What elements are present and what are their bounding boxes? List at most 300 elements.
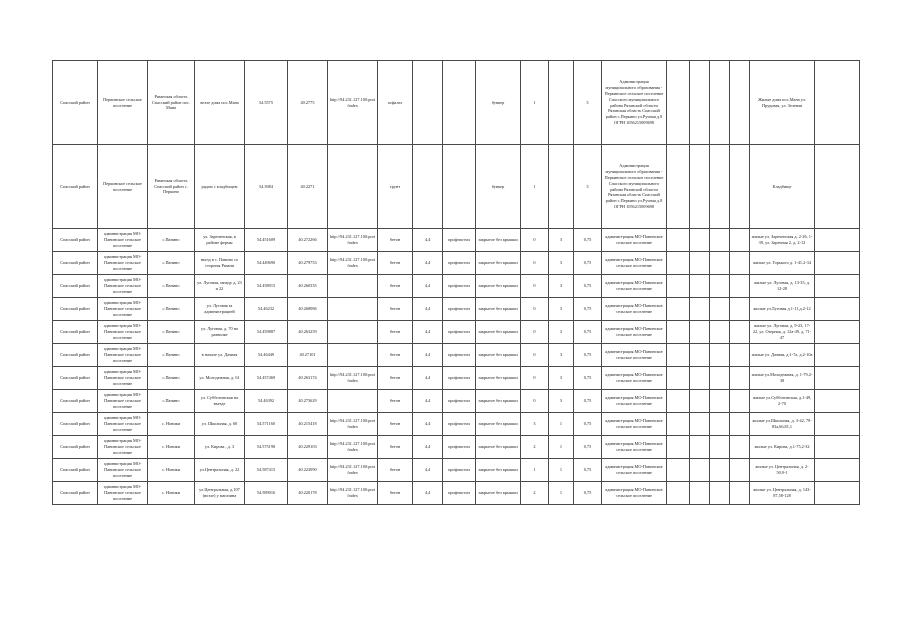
district-cell: Спасский район bbox=[53, 252, 98, 275]
blank-cell bbox=[710, 413, 730, 436]
camera-url-cell: http://94.231.127.100:port/index bbox=[328, 61, 378, 145]
blank-cell bbox=[667, 436, 690, 459]
blank-cell bbox=[690, 482, 710, 505]
settlement-cell: с.Панино bbox=[148, 367, 195, 390]
table-row bbox=[53, 459, 860, 482]
container-type-cell: закрытое без крышки bbox=[476, 482, 521, 505]
blank-cell bbox=[815, 390, 860, 413]
blank-cell bbox=[815, 367, 860, 390]
surface-cell: бетон bbox=[378, 229, 413, 252]
latitude-cell: 54.46392 bbox=[245, 390, 288, 413]
planned-cell: 3 bbox=[549, 344, 574, 367]
surface-cell: бетон bbox=[378, 436, 413, 459]
blank-cell bbox=[730, 321, 750, 344]
surface-cell: бетон bbox=[378, 275, 413, 298]
volume-cell: 3 bbox=[574, 61, 602, 145]
municipality-cell: Перкинское сельское поселение bbox=[98, 145, 148, 229]
blank-cell bbox=[667, 298, 690, 321]
count-cell: 0 bbox=[521, 390, 549, 413]
planned-cell: 1 bbox=[549, 482, 574, 505]
blank-cell bbox=[730, 367, 750, 390]
served-addresses-cell: жилые ул. Зареченская д. 2-26, 1-39, ул. Заречная 2, д. 2-12 bbox=[750, 229, 815, 252]
fence-cell bbox=[443, 145, 476, 229]
settlement-cell: с. Новики bbox=[148, 413, 195, 436]
municipality-cell: администрация МО-Панинское сельское поселение bbox=[98, 482, 148, 505]
container-type-cell: закрытое без крышки bbox=[476, 252, 521, 275]
location-cell: ул. Луговая, д. 70 на развилке bbox=[195, 321, 245, 344]
latitude-cell: 54.451609 bbox=[245, 229, 288, 252]
municipality-cell: администрация МО-Панинское сельское поселение bbox=[98, 367, 148, 390]
planned-cell: 3 bbox=[549, 390, 574, 413]
camera-url-cell: http://94.231.127.100:port/index bbox=[328, 459, 378, 482]
blank-cell bbox=[730, 61, 750, 145]
camera-url-cell bbox=[328, 298, 378, 321]
volume-cell: 0,75 bbox=[574, 367, 602, 390]
owner-cell: администрация МО-Панинское сельское поселение bbox=[602, 252, 667, 275]
latitude-cell: 54.575198 bbox=[245, 436, 288, 459]
camera-url-cell bbox=[328, 275, 378, 298]
district-cell: Спасский район bbox=[53, 482, 98, 505]
settlement-cell: Рязанская область Спасский район с. Перкино bbox=[148, 145, 195, 229]
district-cell: Спасский район bbox=[53, 367, 98, 390]
blank-cell bbox=[667, 229, 690, 252]
blank-cell bbox=[815, 482, 860, 505]
fence-cell bbox=[443, 61, 476, 145]
blank-cell bbox=[690, 321, 710, 344]
planned-cell: 1 bbox=[549, 413, 574, 436]
surface-cell: бетон bbox=[378, 482, 413, 505]
fence-cell: профнастил bbox=[443, 367, 476, 390]
container-type-cell: закрытое без крышки bbox=[476, 390, 521, 413]
owner-cell: администрация МО-Панинское сельское поселение bbox=[602, 482, 667, 505]
owner-cell: администрация МО-Панинское сельское поселение bbox=[602, 436, 667, 459]
owner-cell: администрация МО-Панинское сельское поселение bbox=[602, 344, 667, 367]
container-type-cell: бункер bbox=[476, 145, 521, 229]
latitude-cell: 54.587415 bbox=[245, 459, 288, 482]
blank-cell bbox=[690, 413, 710, 436]
blank-cell bbox=[710, 252, 730, 275]
blank-cell bbox=[730, 436, 750, 459]
district-cell: Спасский район bbox=[53, 229, 98, 252]
count-cell: 3 bbox=[521, 413, 549, 436]
blank-cell bbox=[710, 482, 730, 505]
settlement-cell: с. Новики bbox=[148, 436, 195, 459]
blank-cell bbox=[710, 390, 730, 413]
surface-cell: бетон bbox=[378, 298, 413, 321]
blank-cell bbox=[710, 275, 730, 298]
volume-cell: 0,75 bbox=[574, 436, 602, 459]
latitude-cell: 54.5575 bbox=[245, 61, 288, 145]
settlement-cell: с.Панино bbox=[148, 344, 195, 367]
settlement-cell: с. Новики bbox=[148, 459, 195, 482]
served-addresses-cell: жилые ул. Луговая, д. 13-35, д. 12-28 bbox=[750, 275, 815, 298]
count-cell: 1 bbox=[521, 459, 549, 482]
count-cell: 0 bbox=[521, 344, 549, 367]
blank-cell bbox=[690, 344, 710, 367]
location-cell: ул. Школьная, д. 60 bbox=[195, 413, 245, 436]
surface-cell: бетон bbox=[378, 344, 413, 367]
blank-cell bbox=[710, 145, 730, 229]
longitude-cell: 40.279753 bbox=[288, 252, 328, 275]
district-cell: Спасский район bbox=[53, 275, 98, 298]
served-addresses-cell: жилые ул.Школьная, д. 3-42, 79-83а,66,81,1 bbox=[750, 413, 815, 436]
volume-cell: 3 bbox=[574, 145, 602, 229]
longitude-cell: 40.263174 bbox=[288, 367, 328, 390]
area-cell: 4,4 bbox=[413, 413, 443, 436]
container-type-cell: бункер bbox=[476, 61, 521, 145]
latitude-cell: 54.457469 bbox=[245, 367, 288, 390]
surface-cell: асфальт bbox=[378, 61, 413, 145]
served-addresses-cell: жилые ул. Кирова, д.1-75,2-32 bbox=[750, 436, 815, 459]
container-type-cell: закрытое без крышки bbox=[476, 298, 521, 321]
camera-url-cell: http://94.231.127.100:port/index bbox=[328, 252, 378, 275]
longitude-cell: 40.272266 bbox=[288, 229, 328, 252]
settlement-cell: с.Панино bbox=[148, 252, 195, 275]
latitude-cell: 54.449690 bbox=[245, 252, 288, 275]
table-row bbox=[53, 61, 860, 145]
municipality-cell: администрация МО-Панинское сельское поселение bbox=[98, 436, 148, 459]
blank-cell bbox=[815, 275, 860, 298]
blank-cell bbox=[690, 367, 710, 390]
surface-cell: бетон bbox=[378, 390, 413, 413]
blank-cell bbox=[730, 344, 750, 367]
municipality-cell: администрация МО-Панинское сельское поселение bbox=[98, 252, 148, 275]
area-cell: 4,4 bbox=[413, 459, 443, 482]
latitude-cell: 54.3984 bbox=[245, 145, 288, 229]
blank-cell bbox=[690, 436, 710, 459]
blank-cell bbox=[667, 413, 690, 436]
area-cell: 4,4 bbox=[413, 275, 443, 298]
count-cell: 2 bbox=[521, 482, 549, 505]
surface-cell: бетон bbox=[378, 367, 413, 390]
longitude-cell: 40.260335 bbox=[288, 275, 328, 298]
fence-cell: профнастил bbox=[443, 298, 476, 321]
longitude-cell: 40.220178 bbox=[288, 482, 328, 505]
volume-cell: 0,75 bbox=[574, 413, 602, 436]
camera-url-cell: http://94.231.127.100:port/index bbox=[328, 413, 378, 436]
area-cell bbox=[413, 145, 443, 229]
blank-cell bbox=[667, 344, 690, 367]
table-row bbox=[53, 413, 860, 436]
location-cell: ул. Субботинская на въезде bbox=[195, 390, 245, 413]
owner-cell: администрация МО-Панинское сельское поселение bbox=[602, 390, 667, 413]
container-type-cell: закрытое без крышки bbox=[476, 321, 521, 344]
district-cell: Спасский район bbox=[53, 390, 98, 413]
settlement-cell: с. Новики bbox=[148, 482, 195, 505]
area-cell: 4,4 bbox=[413, 390, 443, 413]
longitude-cell: 40.215418 bbox=[288, 413, 328, 436]
served-addresses-cell: жилые ул. Центральная, д. 143-87,58-128 bbox=[750, 482, 815, 505]
district-cell: Спасский район bbox=[53, 344, 98, 367]
camera-url-cell bbox=[328, 344, 378, 367]
blank-cell bbox=[690, 298, 710, 321]
location-cell: возле дома пос.Мана bbox=[195, 61, 245, 145]
table-row bbox=[53, 367, 860, 390]
settlement-cell: с.Панино bbox=[148, 298, 195, 321]
count-cell: 0 bbox=[521, 252, 549, 275]
location-cell: ул.Центральная, д.107 (возле) у магазина bbox=[195, 482, 245, 505]
fence-cell: профнастил bbox=[443, 321, 476, 344]
table-row bbox=[53, 344, 860, 367]
area-cell: 4,4 bbox=[413, 344, 443, 367]
municipality-cell: администрация МО-Панинское сельское поселение bbox=[98, 275, 148, 298]
area-cell: 4,4 bbox=[413, 482, 443, 505]
longitude-cell: 40.263259 bbox=[288, 321, 328, 344]
table-row bbox=[53, 390, 860, 413]
municipality-cell: администрация МО-Панинское сельское поселение bbox=[98, 344, 148, 367]
blank-cell bbox=[667, 482, 690, 505]
longitude-cell: 40.2775 bbox=[288, 61, 328, 145]
count-cell: 0 bbox=[521, 229, 549, 252]
blank-cell bbox=[730, 390, 750, 413]
area-cell: 4,4 bbox=[413, 367, 443, 390]
container-type-cell: закрытое без крышки bbox=[476, 344, 521, 367]
blank-cell bbox=[690, 145, 710, 229]
blank-cell bbox=[667, 145, 690, 229]
table-row bbox=[53, 145, 860, 229]
blank-cell bbox=[730, 145, 750, 229]
volume-cell: 0,75 bbox=[574, 229, 602, 252]
volume-cell: 0,75 bbox=[574, 482, 602, 505]
fence-cell: профнастил bbox=[443, 459, 476, 482]
location-cell: ул.Центральная, д. 22 bbox=[195, 459, 245, 482]
volume-cell: 0,75 bbox=[574, 390, 602, 413]
longitude-cell: 40.27101 bbox=[288, 344, 328, 367]
blank-cell bbox=[690, 252, 710, 275]
blank-cell bbox=[815, 145, 860, 229]
location-cell: ул. Зареченская, в районе фермы bbox=[195, 229, 245, 252]
district-cell: Спасский район bbox=[53, 459, 98, 482]
container-type-cell: закрытое без крышки bbox=[476, 275, 521, 298]
served-addresses-cell: жилые ул. Дачная, д.1-7а, д.2-10а bbox=[750, 344, 815, 367]
blank-cell bbox=[730, 275, 750, 298]
district-cell: Спасский район bbox=[53, 321, 98, 344]
owner-cell: Администрация муниципального образования - Перкинское сельское поселение Спасского муниципального района Рязанской области Рязанская область Спасский район с.Перкино ул.Ручная д.8 ОГРН 1056215009698 bbox=[602, 61, 667, 145]
district-cell: Спасский район bbox=[53, 413, 98, 436]
container-type-cell: закрытое без крышки bbox=[476, 367, 521, 390]
location-cell: ул. Молодежная, д. 61 bbox=[195, 367, 245, 390]
count-cell: 2 bbox=[521, 436, 549, 459]
district-cell: Спасский район bbox=[53, 145, 98, 229]
blank-cell bbox=[710, 229, 730, 252]
table-row bbox=[53, 229, 860, 252]
blank-cell bbox=[815, 252, 860, 275]
blank-cell bbox=[667, 459, 690, 482]
served-addresses-cell: жилые ул.Молодежная, д. 1-79,2-38 bbox=[750, 367, 815, 390]
surface-cell: бетон bbox=[378, 321, 413, 344]
count-cell: 0 bbox=[521, 321, 549, 344]
blank-cell bbox=[730, 459, 750, 482]
planned-cell bbox=[549, 61, 574, 145]
blank-cell bbox=[710, 367, 730, 390]
owner-cell: администрация МО-Панинское сельское поселение bbox=[602, 367, 667, 390]
blank-cell bbox=[815, 436, 860, 459]
camera-url-cell: http://94.231.127.100:port/index bbox=[328, 482, 378, 505]
blank-cell bbox=[730, 252, 750, 275]
settlement-cell: с.Панино bbox=[148, 229, 195, 252]
location-cell: въезд в с. Панино со стороны Рязани bbox=[195, 252, 245, 275]
blank-cell bbox=[815, 229, 860, 252]
count-cell: 1 bbox=[521, 145, 549, 229]
fence-cell: профнастил bbox=[443, 436, 476, 459]
longitude-cell: 40.273629 bbox=[288, 390, 328, 413]
blank-cell bbox=[690, 459, 710, 482]
owner-cell: администрация МО-Панинское сельское поселение bbox=[602, 459, 667, 482]
served-addresses-cell: жилые ул. Луговая, д. 9-23, 17-22, ул. Озерная, д. 12а-49, д. 71-47 bbox=[750, 321, 815, 344]
planned-cell: 3 bbox=[549, 275, 574, 298]
served-addresses-cell: жилые ул. Центральная, д. 2-50,9-1 bbox=[750, 459, 815, 482]
latitude-cell: 54.571160 bbox=[245, 413, 288, 436]
fence-cell: профнастил bbox=[443, 344, 476, 367]
blank-cell bbox=[667, 252, 690, 275]
area-cell: 4,4 bbox=[413, 252, 443, 275]
latitude-cell: 54.46232 bbox=[245, 298, 288, 321]
district-cell: Спасский район bbox=[53, 61, 98, 145]
volume-cell: 0,75 bbox=[574, 275, 602, 298]
count-cell: 0 bbox=[521, 298, 549, 321]
blank-cell bbox=[667, 390, 690, 413]
location-cell: рядом с кладбищем bbox=[195, 145, 245, 229]
container-type-cell: закрытое без крышки bbox=[476, 436, 521, 459]
latitude-cell: 54.458915 bbox=[245, 275, 288, 298]
fence-cell: профнастил bbox=[443, 252, 476, 275]
municipality-cell: администрация МО-Панинское сельское поселение bbox=[98, 390, 148, 413]
longitude-cell: 40.2271 bbox=[288, 145, 328, 229]
fence-cell: профнастил bbox=[443, 229, 476, 252]
table-row bbox=[53, 482, 860, 505]
blank-cell bbox=[815, 413, 860, 436]
volume-cell: 0,75 bbox=[574, 459, 602, 482]
planned-cell: 3 bbox=[549, 321, 574, 344]
blank-cell bbox=[667, 275, 690, 298]
blank-cell bbox=[667, 61, 690, 145]
blank-cell bbox=[710, 436, 730, 459]
owner-cell: администрация МО-Панинское сельское поселение bbox=[602, 413, 667, 436]
planned-cell: 1 bbox=[549, 459, 574, 482]
municipality-cell: администрация МО-Панинское сельское поселение bbox=[98, 413, 148, 436]
blank-cell bbox=[815, 321, 860, 344]
surface-cell: бетон bbox=[378, 413, 413, 436]
blank-cell bbox=[690, 229, 710, 252]
location-cell: ул. Кирова , д. 3 bbox=[195, 436, 245, 459]
surface-cell: грунт bbox=[378, 145, 413, 229]
blank-cell bbox=[730, 229, 750, 252]
served-addresses-cell: Жилые дома пос.Мана ул. Прудовая, ул. Зеленая bbox=[750, 61, 815, 145]
blank-cell bbox=[730, 413, 750, 436]
volume-cell: 0,75 bbox=[574, 344, 602, 367]
blank-cell bbox=[710, 321, 730, 344]
surface-cell: бетон bbox=[378, 459, 413, 482]
location-cell: в начале ул. Дачная bbox=[195, 344, 245, 367]
settlement-cell: с.Панино bbox=[148, 321, 195, 344]
camera-url-cell: http://94.231.127.100:port/index bbox=[328, 229, 378, 252]
camera-url-cell bbox=[328, 390, 378, 413]
planned-cell: 3 bbox=[549, 252, 574, 275]
table-row bbox=[53, 321, 860, 344]
volume-cell: 0,75 bbox=[574, 298, 602, 321]
municipality-cell: администрация МО-Панинское сельское поселение bbox=[98, 459, 148, 482]
owner-cell: администрация МО-Панинское сельское поселение bbox=[602, 321, 667, 344]
blank-cell bbox=[730, 298, 750, 321]
blank-cell bbox=[730, 482, 750, 505]
planned-cell: 1 bbox=[549, 436, 574, 459]
blank-cell bbox=[710, 298, 730, 321]
container-type-cell: закрытое без крышки bbox=[476, 229, 521, 252]
camera-url-cell: http://94.231.127.100:port/index bbox=[328, 367, 378, 390]
area-cell: 4,4 bbox=[413, 436, 443, 459]
fence-cell: профнастил bbox=[443, 390, 476, 413]
latitude-cell: 54.459887 bbox=[245, 321, 288, 344]
municipality-cell: администрация МО-Панинское сельское поселение bbox=[98, 321, 148, 344]
longitude-cell: 40.223090 bbox=[288, 459, 328, 482]
container-type-cell: закрытое без крышки bbox=[476, 459, 521, 482]
served-addresses-cell: Кладбище bbox=[750, 145, 815, 229]
owner-cell: администрация МО-Панинское сельское поселение bbox=[602, 275, 667, 298]
count-cell: 0 bbox=[521, 367, 549, 390]
table-row bbox=[53, 436, 860, 459]
table-row bbox=[53, 252, 860, 275]
settlement-cell: с.Панино bbox=[148, 390, 195, 413]
blank-cell bbox=[815, 61, 860, 145]
area-cell: 4,4 bbox=[413, 229, 443, 252]
fence-cell: профнастил bbox=[443, 275, 476, 298]
fence-cell: профнастил bbox=[443, 413, 476, 436]
planned-cell: 3 bbox=[549, 298, 574, 321]
served-addresses-cell: жилые ул.Луговая д.1-11,д.2-12 bbox=[750, 298, 815, 321]
container-type-cell: закрытое без крышки bbox=[476, 413, 521, 436]
volume-cell: 0,75 bbox=[574, 252, 602, 275]
volume-cell: 0,75 bbox=[574, 321, 602, 344]
municipality-cell: администрация МО-Панинское сельское поселение bbox=[98, 298, 148, 321]
district-cell: Спасский район bbox=[53, 298, 98, 321]
served-addresses-cell: жилые ул. Горького д. 1-41,2-34 bbox=[750, 252, 815, 275]
blank-cell bbox=[667, 321, 690, 344]
blank-cell bbox=[667, 367, 690, 390]
blank-cell bbox=[690, 390, 710, 413]
blank-cell bbox=[710, 344, 730, 367]
blank-cell bbox=[690, 61, 710, 145]
municipality-cell: Перкинское сельское поселение bbox=[98, 61, 148, 145]
fence-cell: профнастил bbox=[443, 482, 476, 505]
registry-table bbox=[52, 60, 860, 505]
table-body bbox=[53, 61, 860, 505]
location-cell: ул. Луговая, между д. 23 и 22 bbox=[195, 275, 245, 298]
table-row bbox=[53, 275, 860, 298]
owner-cell: администрация МО-Панинское сельское поселение bbox=[602, 229, 667, 252]
camera-url-cell bbox=[328, 145, 378, 229]
longitude-cell: 40.268086 bbox=[288, 298, 328, 321]
longitude-cell: 40.229103 bbox=[288, 436, 328, 459]
owner-cell: Администрация муниципального образования - Перкинское сельское поселение Спасского муниципального района Рязанской области Рязанская область Спасский район с.Перкино ул.Ручная д.8 ОГРН 1056215009698 bbox=[602, 145, 667, 229]
camera-url-cell bbox=[328, 321, 378, 344]
planned-cell: 3 bbox=[549, 229, 574, 252]
blank-cell bbox=[815, 344, 860, 367]
served-addresses-cell: жилые ул.Субботинская, д.1-49, 2-70 bbox=[750, 390, 815, 413]
blank-cell bbox=[815, 298, 860, 321]
camera-url-cell: http://94.231.127.100:port/index bbox=[328, 436, 378, 459]
count-cell: 0 bbox=[521, 275, 549, 298]
latitude-cell: 54.46449 bbox=[245, 344, 288, 367]
location-cell: ул. Луговая за администрацией bbox=[195, 298, 245, 321]
blank-cell bbox=[710, 459, 730, 482]
surface-cell: бетон bbox=[378, 252, 413, 275]
blank-cell bbox=[710, 61, 730, 145]
settlement-cell: Рязанская область Спасский район пос. Мана bbox=[148, 61, 195, 145]
municipality-cell: администрация МО-Панинское сельское поселение bbox=[98, 229, 148, 252]
planned-cell: 3 bbox=[549, 367, 574, 390]
area-cell: 4,4 bbox=[413, 298, 443, 321]
area-cell bbox=[413, 61, 443, 145]
